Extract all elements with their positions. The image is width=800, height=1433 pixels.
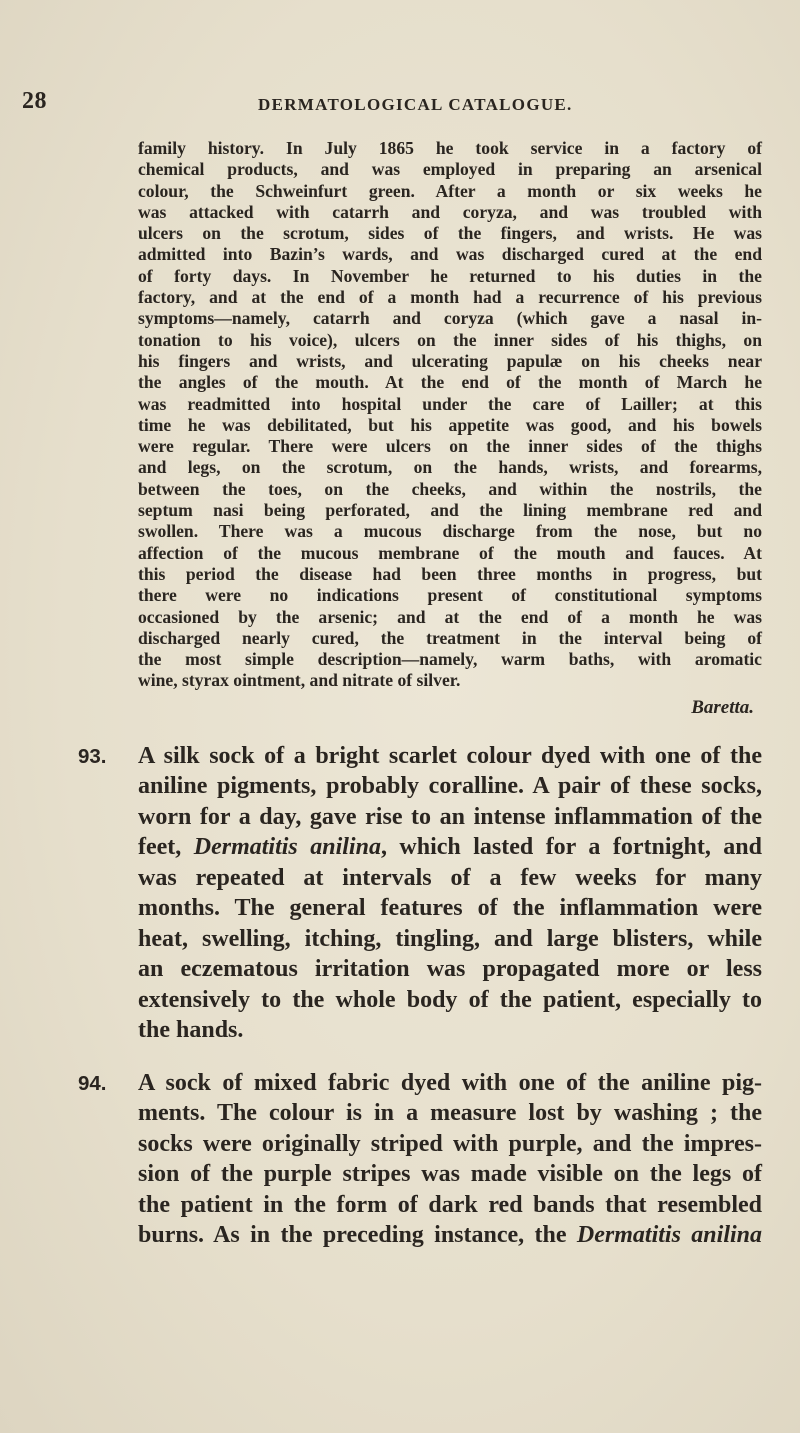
text-run: , which lasted for a fortnight, and [380,834,762,861]
text-line: factory, and at the end of a month had a recurrence of his previous [138,287,762,308]
text-line: this period the disease had been three months in progress, but [138,563,762,584]
text-line: between the toes, on the cheeks, and within the nostrils, the [138,478,762,499]
text-line: the angles of the mouth. At the end of the month of March he [138,372,762,393]
text-line: an eczematous irritation was propagated more or less [138,956,762,983]
text-line: aniline pigments, probably coralline. A pair of these socks, [138,773,762,800]
text-line [138,1220,762,1251]
catalogue-entry-94 [78,1068,763,1251]
text-line: socks were originally striped with purple, and the impres- [138,1130,762,1157]
text-line: affection of the mucous membrane of the mouth and fauces. At [138,542,762,563]
text-line: time he was debilitated, but his appetite was good, and his bowels [138,414,762,435]
text-line: discharged nearly cured, the treatment in the interval being of [138,627,762,648]
text-line: sion of the purple stripes was made visible on the legs of [138,1161,762,1188]
text-line: there were no indications present of constitutional symptoms [138,585,762,606]
text-line: occasioned by the arsenic; and at the end of a month he was [138,606,762,627]
text-line: heat, swelling, itching, tingling, and large blisters, while [138,925,762,952]
text-line: family history. In July 1865 he took service in a factory of [138,138,762,158]
text-line: A sock of mixed fabric dyed with one of the aniline pig- [138,1069,762,1096]
entry-description [138,741,762,1046]
text-run: feet, [138,834,194,861]
text-line: tonation to his voice), ulcers on the inner sides of his thighs, on [138,329,762,350]
text-line: was repeated at intervals of a few weeks for many [138,864,762,891]
catalogue-entry-93 [78,741,762,1046]
text-line: admitted into Bazin’s wards, and was discharged cured at the end [138,244,762,265]
text-line: A silk sock of a bright scarlet colour dyed with one of the [138,742,762,769]
entry-number: 94. [78,1071,107,1095]
text-line: swollen. There was a mucous discharge from the nose, but no [138,521,762,542]
text-line: was readmitted into hospital under the care of Lailler; at this [138,393,762,414]
disease-name: Dermatitis anilina [576,1222,763,1249]
text-line: worn for a day, gave rise to an intense inflammation of the [138,803,762,830]
text-line: wine, styrax ointment, and nitrate of silver. [138,670,461,691]
text-line: his fingers and wrists, and ulcerating papulæ on his cheeks near [138,350,762,371]
entry-number: 93. [78,744,107,768]
text-line: were regular. There were ulcers on the inner sides of the thighs [138,436,762,457]
text-line: the patient in the form of dark red bands that resembled [138,1191,762,1218]
text-line: of forty days. In November he returned to his duties in the [138,265,762,286]
text-line: colour, the Schweinfurt green. After a month or six weeks he [138,180,762,201]
text-line: the hands. [138,1017,244,1044]
text-line: extensively to the whole body of the patient, especially to [138,986,762,1013]
text-line: ulcers on the scrotum, sides of the fingers, and wrists. He was [138,223,762,244]
text-line: chemical products, and was employed in preparing an arsenical [138,159,762,180]
case-continuation-paragraph [138,138,762,692]
text-line: and legs, on the scrotum, on the hands, wrists, and forearms, [138,457,762,478]
text-line: septum nasi being perforated, and the lining membrane red and [138,500,762,521]
text-line: symptoms—namely, catarrh and coryza (which gave a nasal in- [138,308,762,329]
text-line: the most simple description—namely, warm baths, with aromatic [138,649,762,670]
text-line: months. The general features of the inflammation were [138,895,762,922]
disease-name: Dermatitis anilina [193,834,381,861]
page-number: 28 [22,88,47,114]
text-block [78,138,763,1251]
text-run: burns. As in the preceding instance, the [138,1222,577,1249]
text-line [138,832,762,863]
author-signature: Baretta. [691,696,754,718]
running-head: DERMATOLOGICAL CATALOGUE. [258,95,573,114]
text-line: ments. The colour is in a measure lost by washing ; the [138,1100,762,1127]
text-line: was attacked with catarrh and coryza, and was troubled with [138,201,762,222]
entry-description [138,1068,762,1251]
